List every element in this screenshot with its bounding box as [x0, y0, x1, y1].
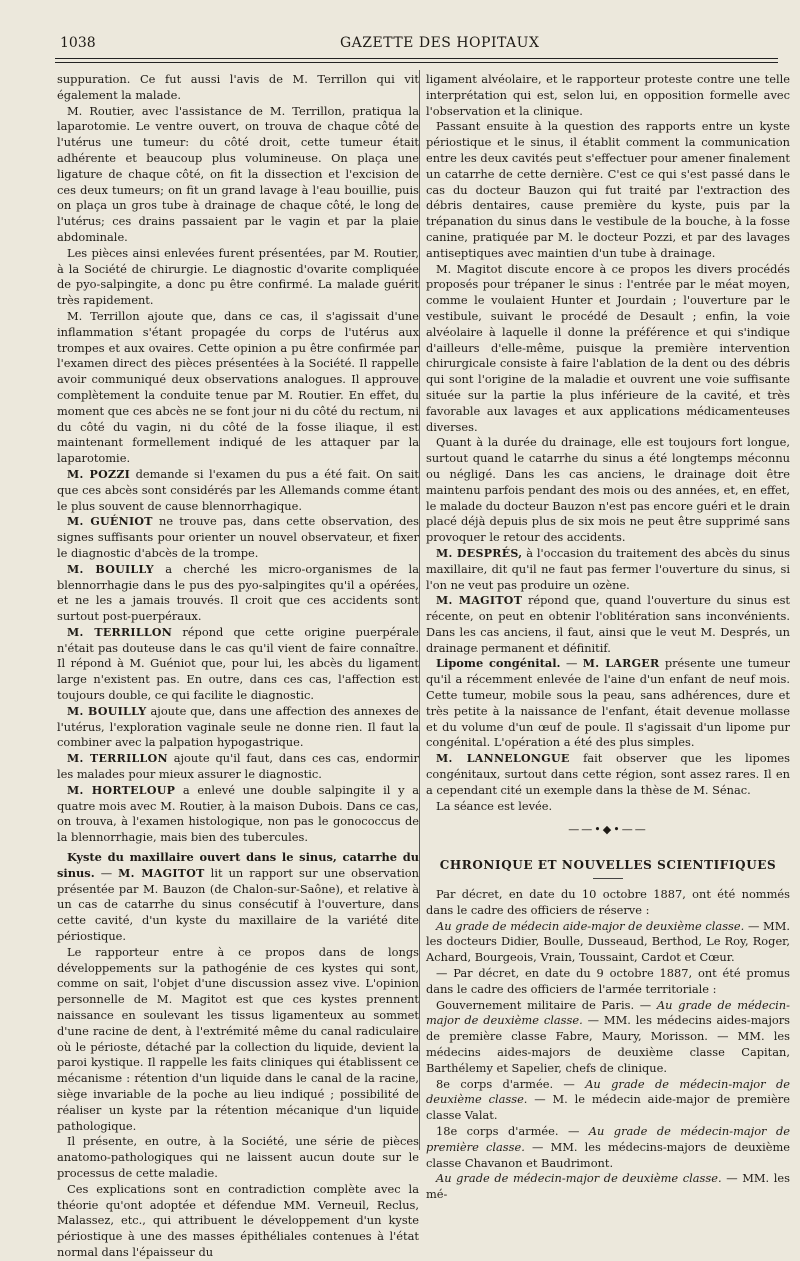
- paragraph-text: ajoute qu'il faut, dans ces cas, endormir les malades pour mieux assurer le diagnostic.: [57, 751, 419, 782]
- speaker-name: M. MAGITOT: [436, 594, 523, 608]
- journal-title: GAZETTE DES HOPITAUX: [340, 35, 540, 51]
- paragraph: [426, 546, 790, 593]
- paragraph: Le rapporteur entre à ce propos dans de longs développements sur la pathogénie de ces kystes qui sont, comme on sait, l'objet d'une discussion assez vive. L'opinion personnelle de M. Magitot est que ces kystes prennent naissance en soulevant les tissus ligamenteux au sommet d'une racine de dent, à l'extrémité même du canal radiculaire où le périoste, détaché par la collection du liquide, devient la paroi kystique. Il rappelle les faits cliniques qui établissent ce mécanisme : rétention d'un liquide dans le canal de la racine, siège invariable de la poche au lieu indiqué ; possibilité de réaliser un kyste par la rétention mécanique d'un liquide pathologique.: [57, 944, 419, 1133]
- header-rule: [55, 58, 778, 59]
- ornament-divider: ——•◆•——: [568, 823, 648, 837]
- paragraph: [426, 1077, 790, 1124]
- column-divider: [419, 70, 420, 1150]
- paragraph: La séance est levée.: [436, 798, 553, 813]
- speaker-name: M. DESPRÉS,: [436, 546, 523, 560]
- paragraph: [57, 751, 419, 783]
- speaker-name: M. TERRILLON: [67, 752, 168, 766]
- short-rule: [593, 878, 623, 879]
- paragraph-text: ajoute que, dans une affection des annexes de l'utérus, l'exploration vaginale seule ne donne rien. Il faut la combiner avec la palpation hypogastrique.: [57, 703, 419, 750]
- paragraph: [426, 919, 790, 966]
- paragraph-lead: 8e corps d'armée. —: [436, 1076, 586, 1091]
- paragraph-text: demande si l'examen du pus a été fait. On sait que ces abcès sont considérés par les Allemands comme étant le plus souvent de cause blennorrhagique.: [57, 466, 419, 513]
- paragraph: Les pièces ainsi enlevées furent présentées, par M. Routier, à la Société de chirurgie. Le diagnostic d'ovarite compliquée de pyo-salpingite, a donc pu être confirmé. La malade guérit très rapidement.: [57, 245, 419, 308]
- paragraph: [57, 467, 419, 514]
- paragraph: — Par décret, en date du 9 octobre 1887, ont été promus dans le cadre des officiers de l'armée territoriale :: [426, 966, 790, 996]
- speaker-name: M. LARGER: [582, 657, 660, 671]
- paragraph: [426, 1171, 790, 1203]
- italic-grade: Au grade de médecin-major de deuxième classe.: [426, 1076, 790, 1107]
- paragraph: Il présente, en outre, à la Société, une série de pièces anatomo-pathologiques qui ne laissent aucun doute sur le processus de cette maladie.: [57, 1134, 419, 1180]
- paragraph-text: a cherché les micro-organismes de la blennorrhagie dans le pus des pyo-salpingites qu'il a opérées, et ne les a jamais trouvés. Il croit que ces accidents sont surtout post-puerpéraux.: [57, 561, 419, 624]
- paragraph-text: répond que, quand l'ouverture du sinus est récente, on peut en obtenir l'oblitération sans inconvénients. Dans les cas anciens, il faut, ainsi que le veut M. Després, un drainage permanent et définitif.: [426, 593, 790, 655]
- speaker-name: M. BOUILLY: [67, 704, 147, 718]
- speaker-name: M. MAGITOT: [118, 866, 205, 880]
- paragraph: M. Routier, avec l'assistance de M. Terrillon, pratiqua la laparotomie. Le ventre ouvert, on trouva de chaque côté de l'utérus une tumeur: du côté droit, cette tumeur était adhérente et beaucoup plus volumineuse. On plaça une ligature de chaque côté, on fit la dissection et l'excision de ces deux tumeurs; on fit un grand lavage à l'eau bouillie, puis on plaça un gros tube à drainage de chaque côté, le long de l'utérus; ces drains passaient par le vagin et par la plaie abdominale.: [57, 103, 419, 244]
- paragraph: M. Terrillon ajoute que, dans ce cas, il s'agissait d'une inflammation s'étant propagée du corps de l'utérus aux trompes et aux ovaires. Cette opinion a pu être confirmée par l'examen direct des pièces présentées à la Société. Il rappelle avoir communiqué deux observations analogues. Il approuve complètement la conduite tenue par M. Routier. En effet, du moment que ces abcès ne se font jour ni du côté du rectum, ni du côté du vagin, ni du côté de la fosse iliaque, il est maintenant formellement indiqué de les attaquer par la laparotomie.: [57, 308, 419, 466]
- dash: —: [94, 865, 119, 880]
- paragraph: [57, 783, 419, 846]
- paragraph-text: lit un rapport sur une observation présentée par M. Bauzon (de Chalon-sur-Saône), et relative à un cas de catarrhe du sinus consécutif à l'ouverture, dans cette cavité, d'un kyste du maxillaire de la variété dite périostique.: [57, 865, 419, 944]
- paragraph: [57, 562, 419, 625]
- speaker-name: M. TERRILLON: [67, 625, 173, 639]
- speaker-name: M. GUÉNIOT: [67, 515, 153, 529]
- italic-grade: Au grade de médecin-major de deuxième classe.: [426, 997, 790, 1028]
- italic-grade: Au grade de médecin aide-major de deuxième classe.: [436, 918, 745, 933]
- paragraph-text: à l'occasion du traitement des abcès du sinus maxillaire, dit qu'il ne faut pas fermer l'ouverture du sinus, si l'on ne veut pas produire un ozène.: [426, 545, 790, 592]
- paragraph: Par décret, en date du 10 octobre 1887, ont été nommés dans le cadre des officiers de réserve :: [426, 887, 790, 917]
- paragraph: [57, 625, 419, 704]
- paragraph: [426, 1124, 790, 1171]
- paragraph: [57, 850, 419, 945]
- section-title: CHRONIQUE ET NOUVELLES SCIENTIFIQUES: [439, 858, 777, 873]
- speaker-name: M. POZZI: [67, 467, 131, 481]
- paragraph: Ces explications sont en contradiction complète avec la théorie qu'ont adoptée et défendue MM. Verneuil, Reclus, Malassez, etc., qui attribuent le développement d'un kyste périostique à une des masses épithéliales contenues à l'état normal dans l'épaisseur du: [57, 1181, 419, 1259]
- paragraph: suppuration. Ce fut aussi l'avis de M. Terrillon qui vit également la malade.: [57, 72, 419, 102]
- paragraph-text: — MM. les médecins-majors de deuxième classe Chavanon et Baudrimont.: [426, 1139, 790, 1170]
- speaker-name: M. HORTELOUP: [67, 783, 176, 797]
- section-heading: Kyste du maxillaire ouvert dans le sinus, catarrhe du sinus.: [57, 850, 419, 880]
- paragraph: [426, 593, 790, 656]
- italic-grade: Au grade de médecin-major de première classe.: [426, 1124, 790, 1154]
- paragraph: M. Magitot discute encore à ce propos les divers procédés proposés pour trépaner le sinus : l'entrée par le méat moyen, comme le voulaient Hunter et Jourdain ; l'ouverture par le vestibule, suivant le procédé de Desault ; enfin, la voie alvéolaire à laquelle il donne la préférence et qui s'indique d'ailleurs d'elle-même, puisque la première intervention chirurgicale consiste à faire l'ablation de la dent ou des débris qui sont l'origine de la maladie et ouvrent une voie suffisante située sur la partie la plus inférieure de la cavité, et très favorable aux lavages et aux applications médicamenteuses diverses.: [426, 261, 790, 434]
- paragraph-text: — MM. les mé-: [426, 1171, 790, 1202]
- paragraph-text: fait observer que les lipomes congénitaux, surtout dans cette région, sont assez rares. Il en a cependant cité un exemple dans la thèse de M. Sénac.: [426, 751, 790, 797]
- section-heading: Lipome congénital.: [436, 656, 561, 671]
- speaker-name: M. LANNELONGUE: [436, 752, 570, 766]
- right-column: [426, 72, 790, 1203]
- paragraph-lead: 18e corps d'armée. —: [436, 1124, 589, 1138]
- paragraph: Quant à la durée du drainage, elle est toujours fort longue, surtout quand le catarrhe du sinus a été longtemps méconnu ou négligé. Dans les cas anciens, le drainage doit être maintenu parfois pendant des mois ou des années, et, en effet, le malade du docteur Bauzon n'est pas encore guéri et le drain placé déjà depuis plus de six mois ne peut être supprimé sans provoquer le retour des accidents.: [426, 435, 790, 545]
- left-column: [57, 72, 419, 1261]
- speaker-name: M. BOUILLY: [67, 562, 154, 576]
- paragraph: [57, 704, 419, 751]
- paragraph-text: présente une tumeur qu'il a récemment enlevée de l'aine d'un enfant de neuf mois. Cette tumeur, mobile sous la peau, sans adhérences, dure et très petite à la naissance de l'enfant, était devenue mollasse et du volume d'un œuf de poule. Il s'agissait d'un lipome pur congénital. L'opération a été des plus simples.: [426, 656, 791, 750]
- paragraph-text: — MM. les docteurs Didier, Boulle, Dusseaud, Berthod, Le Roy, Roger, Achard, Bourgeois, Vrain, Toussaint, Cardot et Cœur.: [426, 918, 790, 965]
- paragraph-text: — M. le médecin aide-major de première classe Valat.: [426, 1092, 790, 1123]
- paragraph-lead: Gouvernement militaire de Paris. —: [436, 997, 657, 1012]
- paragraph: [57, 514, 419, 561]
- paragraph: [426, 998, 790, 1077]
- paragraph: [426, 656, 790, 751]
- paragraph: Passant ensuite à la question des rapports entre un kyste périostique et le sinus, il établit comment la communication entre les deux cavités peut s'effectuer pour amener finalement un catarrhe de cette dernière. C'est ce qui s'est passé dans le cas du docteur Bauzon qui fut traité par l'extraction des débris dentaires, cause première du kyste, puis par la trépanation du sinus dans le vestibule de la bouche, à la fosse canine, pratiquée par M. le docteur Pozzi, et par des lavages antiseptiques avec maintien d'un tube à drainage.: [426, 119, 790, 260]
- dash: —: [560, 656, 583, 671]
- paragraph-text: répond que cette origine puerpérale n'était pas douteuse dans le cas qu'il vient de faire connaître. Il répond à M. Guéniot que, pour lui, les abcès du ligament large n'existent pas. En outre, dans ces cas, l'affection est toujours double, ce qui facilite le diagnostic.: [57, 624, 419, 703]
- paragraph: [426, 751, 790, 798]
- paragraph-text: ne trouve pas, dans cette observation, des signes suffisants pour orienter un nouvel observateur, et fixer le diagnostic d'abcès de la trompe.: [57, 514, 419, 560]
- italic-grade: Au grade de médecin-major de deuxième classe.: [436, 1171, 722, 1186]
- paragraph: ligament alvéolaire, et le rapporteur proteste contre une telle interprétation qui est, selon lui, en opposition formelle avec l'observation et la clinique.: [426, 72, 790, 118]
- page-number: 1038: [60, 35, 96, 51]
- paragraph-text: — MM. les médecins aides-majors de première classe Fabre, Maury, Morisson. — MM. les médecins aides-majors de deuxième classe Capitan, Barthélemy et Sapelier, chefs de clinique.: [426, 1013, 790, 1075]
- header-rule-thin: [55, 62, 778, 63]
- paragraph-text: a enlevé une double salpingite il y a quatre mois avec M. Routier, à la maison Dubois. Dans ce cas, on trouva, à l'examen histologique, non pas le gonococcus de la blennorrhagie, mais bien des tubercules.: [57, 782, 419, 845]
